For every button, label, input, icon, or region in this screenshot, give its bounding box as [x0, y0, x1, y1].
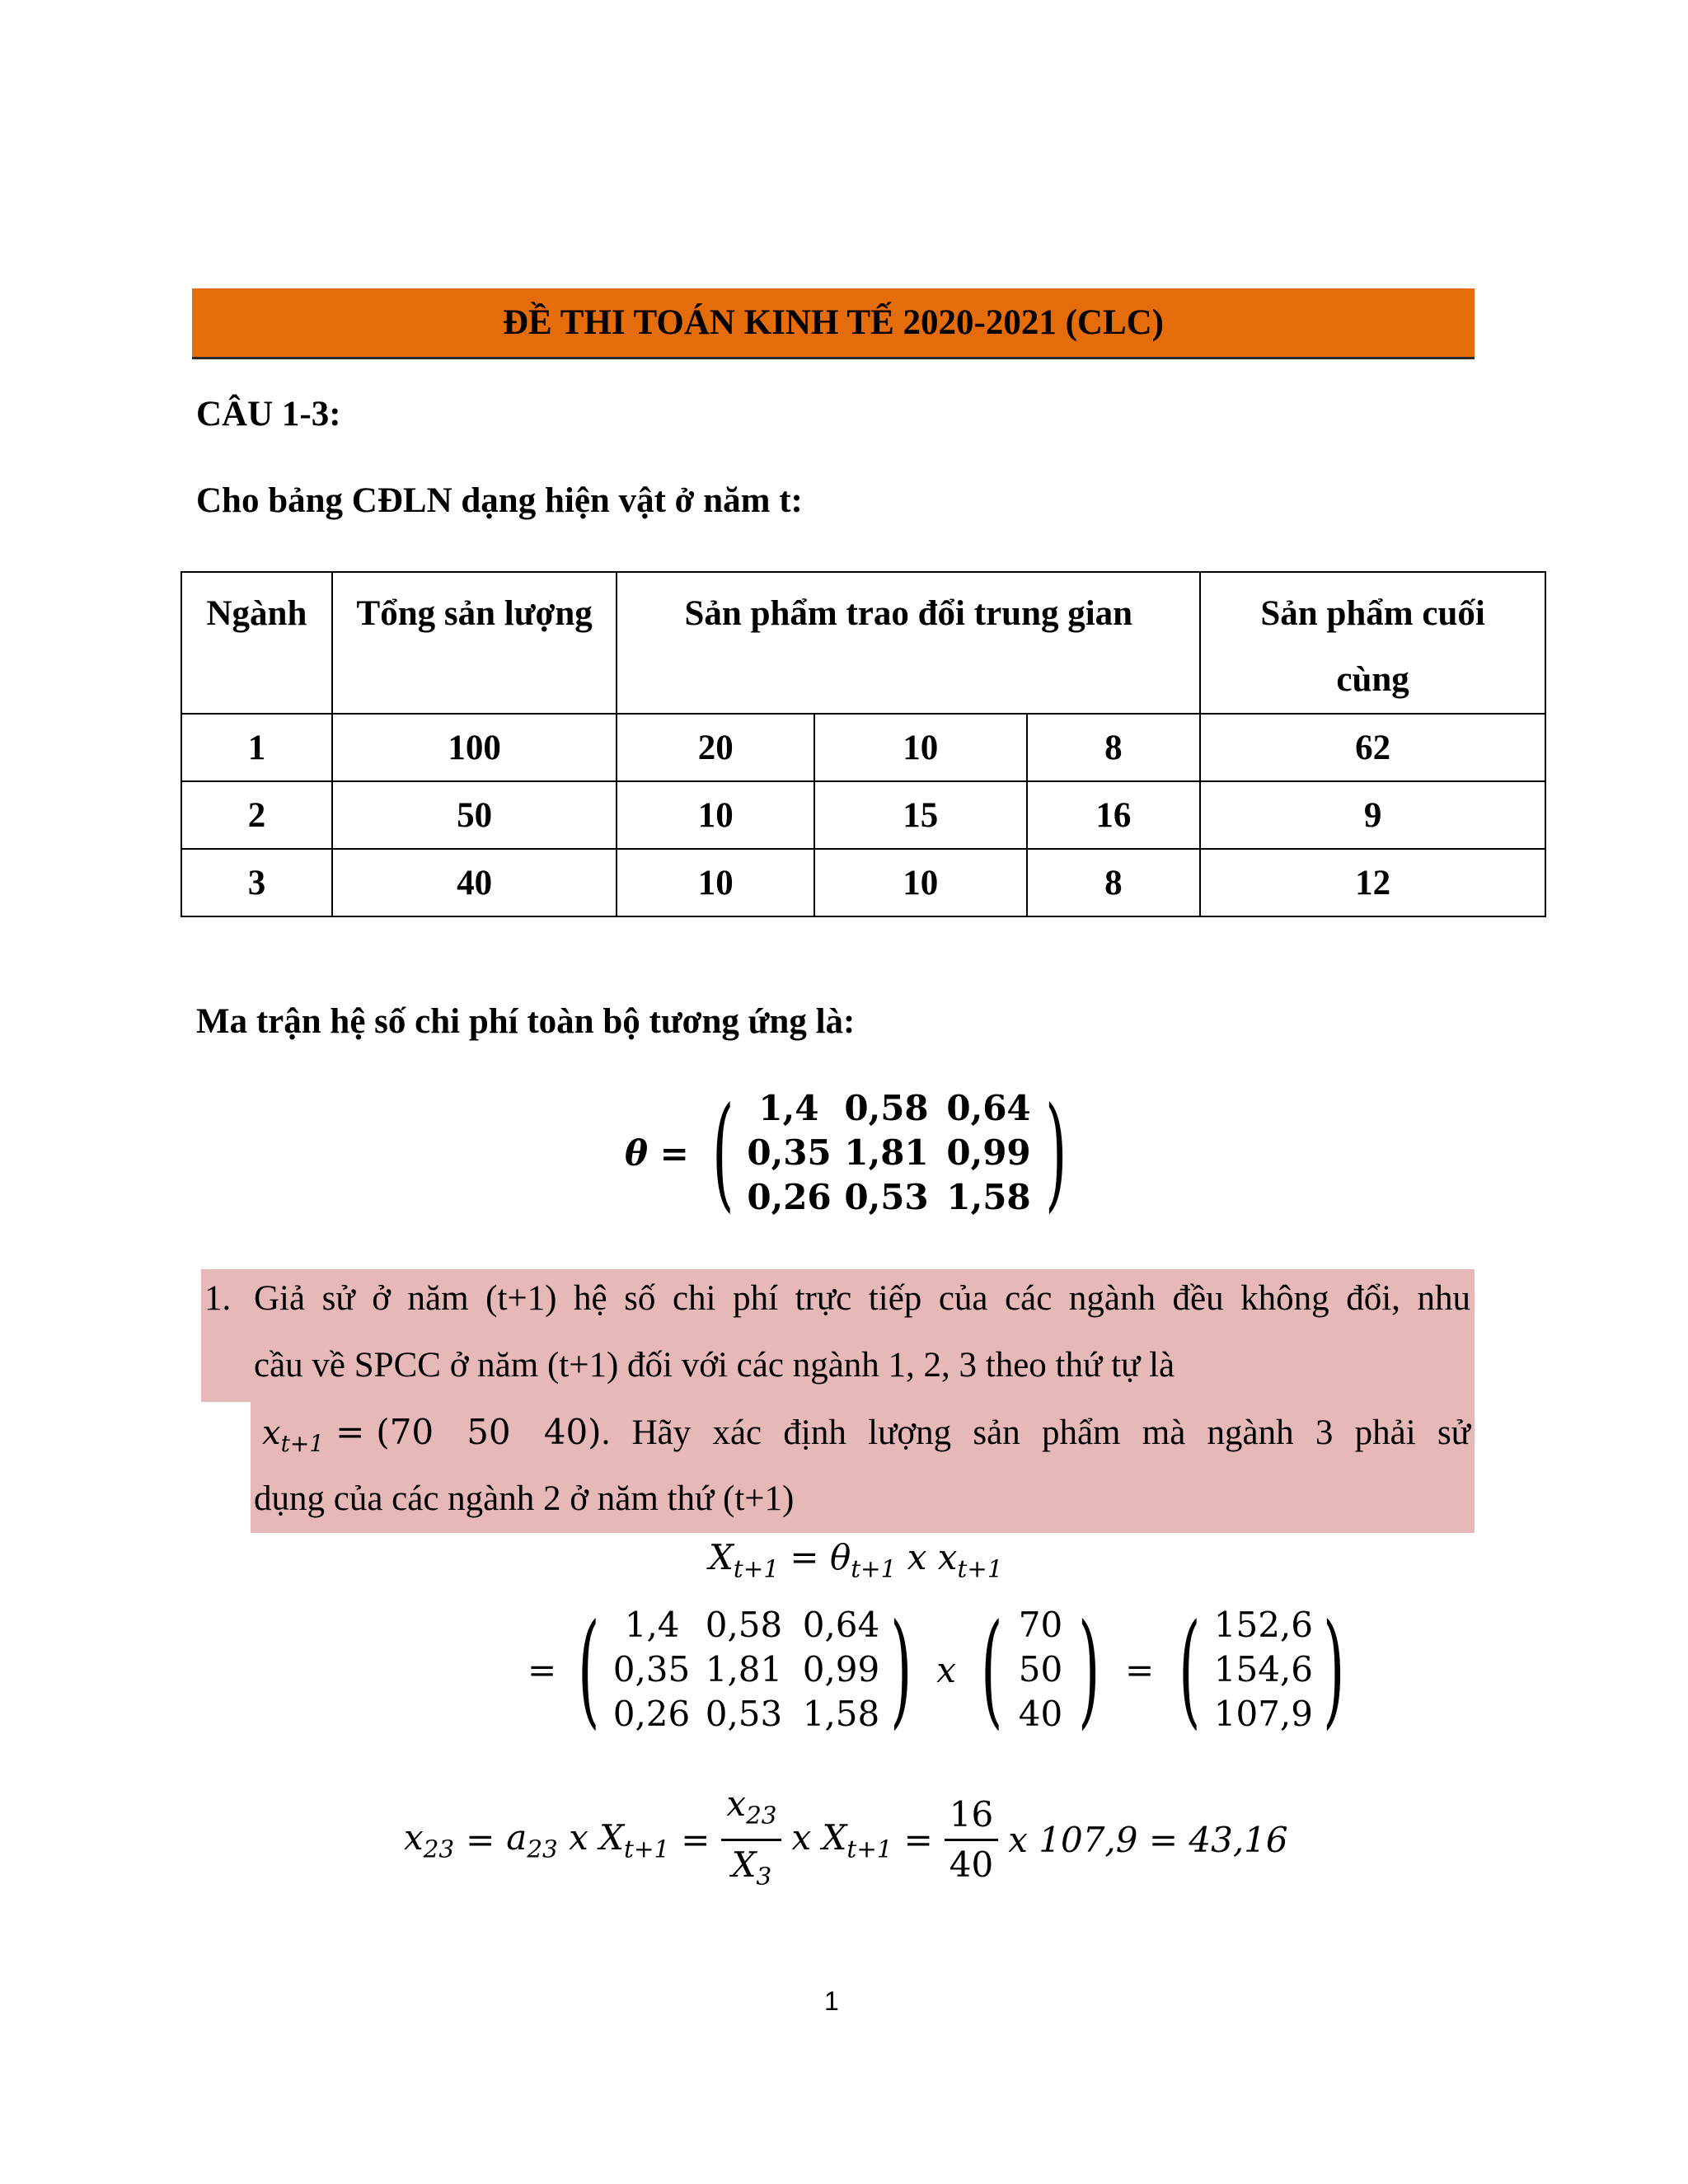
table-intro: Cho bảng CĐLN dạng hiện vật ở năm t:: [196, 481, 803, 520]
times-x: x: [936, 1649, 956, 1690]
left-paren-icon: (: [578, 1598, 600, 1741]
symbolic-fraction: $\frac{x_{23}}{X_3}$: [721, 1780, 781, 1900]
table-cell: 10: [814, 849, 1027, 916]
final-computation: [404, 1780, 1288, 1900]
table-cell: 20: [617, 714, 814, 781]
input-output-table: [181, 571, 1546, 917]
header-cuoi-cung-label: Sản phẩm cuối cùng: [1260, 594, 1485, 699]
matrix-cell: 0,26: [747, 1177, 832, 1217]
table-cell: 8: [1027, 714, 1201, 781]
left-paren-icon: (: [1179, 1598, 1201, 1741]
table-cell: 1: [181, 714, 332, 781]
theta-symbol: θ =: [625, 1132, 689, 1174]
header-nganh: Ngành: [181, 572, 332, 714]
table-cell: 2: [181, 781, 332, 849]
matrix-cell: 0,58: [844, 1088, 929, 1128]
matrix-cell: 0,26: [612, 1694, 691, 1734]
matrix-cell: 0,99: [802, 1649, 880, 1690]
table-cell: 10: [617, 849, 814, 916]
table-cell: 62: [1200, 714, 1545, 781]
matrix-cell: 1,4: [758, 1088, 819, 1128]
vector-value: 154,6: [1213, 1649, 1313, 1690]
matrix-cell: 0,58: [705, 1605, 783, 1645]
matrix-cell: 0,35: [612, 1649, 691, 1690]
theta-matrix-copy: [612, 1603, 880, 1736]
result-column-vector: [1213, 1603, 1313, 1736]
solution-product: [528, 1598, 1357, 1741]
table-row: [181, 781, 1545, 849]
vector-value: 152,6: [1213, 1605, 1313, 1645]
theta-equation: [625, 1081, 1081, 1225]
page-number: 1: [824, 1986, 839, 2016]
a23-term: $a_{23}$ x $X_{t+1}$: [506, 1817, 670, 1863]
equals-sign: =: [528, 1649, 557, 1690]
vector-value: 50: [1018, 1649, 1063, 1690]
left-paren-icon: (: [711, 1081, 734, 1225]
matrix-cell: 0,53: [705, 1694, 783, 1734]
page-title: ĐỀ THI TOÁN KINH TẾ 2020-2021 (CLC): [502, 303, 1164, 342]
question-line-2: cầu về SPCC ở năm (t+1) đối với các ngành 1, 2, 3 theo thứ tự là: [254, 1346, 1175, 1385]
header-trung-gian: Sản phẩm trao đổi trung gian: [617, 572, 1200, 714]
table-cell: 12: [1200, 849, 1545, 916]
equals-sign: =: [681, 1820, 710, 1861]
title-bar: [192, 288, 1475, 359]
vector-value: 70: [1018, 1605, 1063, 1645]
demand-column-vector: [1015, 1603, 1065, 1736]
right-paren-icon: ): [1045, 1081, 1067, 1225]
table-cell: 10: [617, 781, 814, 849]
question-number: 1.: [204, 1279, 232, 1318]
x23-symbol: $x_{23}$: [404, 1817, 455, 1863]
header-tong-san-luong: Tổng sản lượng: [332, 572, 617, 714]
matrix-intro: Ma trận hệ số chi phí toàn bộ tương ứng là:: [196, 1002, 856, 1041]
x-t1-symbol: $x_{t+1}$: [262, 1414, 325, 1457]
matrix-cell: 1,81: [705, 1649, 783, 1690]
matrix-cell: 1,58: [802, 1694, 880, 1734]
vector-value: 40: [1018, 1694, 1063, 1734]
matrix-cell: 0,53: [844, 1177, 929, 1217]
header-cuoi-cung: [1200, 572, 1545, 714]
table-header-row: [181, 572, 1545, 714]
left-paren-icon: (: [981, 1598, 1003, 1741]
vector-value: 107,9: [1213, 1694, 1313, 1734]
demand-row-vector: (70 50 40): [376, 1412, 602, 1452]
table-cell: 15: [814, 781, 1027, 849]
equals-sign: =: [335, 1412, 365, 1452]
equals-sign: =: [1125, 1649, 1155, 1690]
right-paren-icon: ): [1322, 1598, 1345, 1741]
vector-value: 40: [543, 1412, 588, 1452]
table-cell: 16: [1027, 781, 1201, 849]
question-line-4: dụng của các ngành 2 ở năm thứ (t+1): [254, 1479, 795, 1518]
matrix-cell: 0,64: [802, 1605, 880, 1645]
vector-value: 50: [467, 1412, 511, 1452]
matrix-cell: 0,64: [946, 1088, 1031, 1128]
matrix-cell: 1,58: [946, 1177, 1031, 1217]
table-cell: 8: [1027, 849, 1201, 916]
table-cell: 9: [1200, 781, 1545, 849]
matrix-cell: 1,81: [844, 1132, 929, 1173]
question-line-1: Giả sử ở năm (t+1) hệ số chi phí trực tiếp của các ngành đều không đổi, nhu: [254, 1279, 1470, 1318]
question-line-3-rest: . Hãy xác định lượng sản phẩm mà ngành 3 phải sử: [601, 1413, 1470, 1452]
vector-value: 70: [389, 1412, 434, 1452]
equals-sign: =: [466, 1820, 495, 1861]
table-cell: 10: [814, 714, 1027, 781]
matrix-cell: 1,4: [624, 1605, 680, 1645]
right-paren-icon: ): [1078, 1598, 1100, 1741]
table-cell: 3: [181, 849, 332, 916]
final-result: x 107,9 = 43,16: [1008, 1820, 1288, 1861]
numeric-fraction: $\frac{16}{40}$: [945, 1791, 998, 1889]
table-cell: 50: [332, 781, 617, 849]
table-row: [181, 714, 1545, 781]
times-X-term: x $X_{t+1}$: [791, 1817, 893, 1863]
section-heading: CÂU 1-3:: [196, 395, 341, 434]
table-cell: 100: [332, 714, 617, 781]
matrix-cell: 0,99: [946, 1132, 1031, 1173]
theta-matrix: [747, 1086, 1032, 1220]
matrix-cell: 0,35: [747, 1132, 832, 1173]
equals-sign: =: [903, 1820, 933, 1861]
solution-formula: $X_{t+1} = \theta_{t+1}$ x $x_{t+1}$: [709, 1537, 1003, 1583]
right-paren-icon: ): [889, 1598, 912, 1741]
table-cell: 40: [332, 849, 617, 916]
table-row: [181, 849, 1545, 916]
